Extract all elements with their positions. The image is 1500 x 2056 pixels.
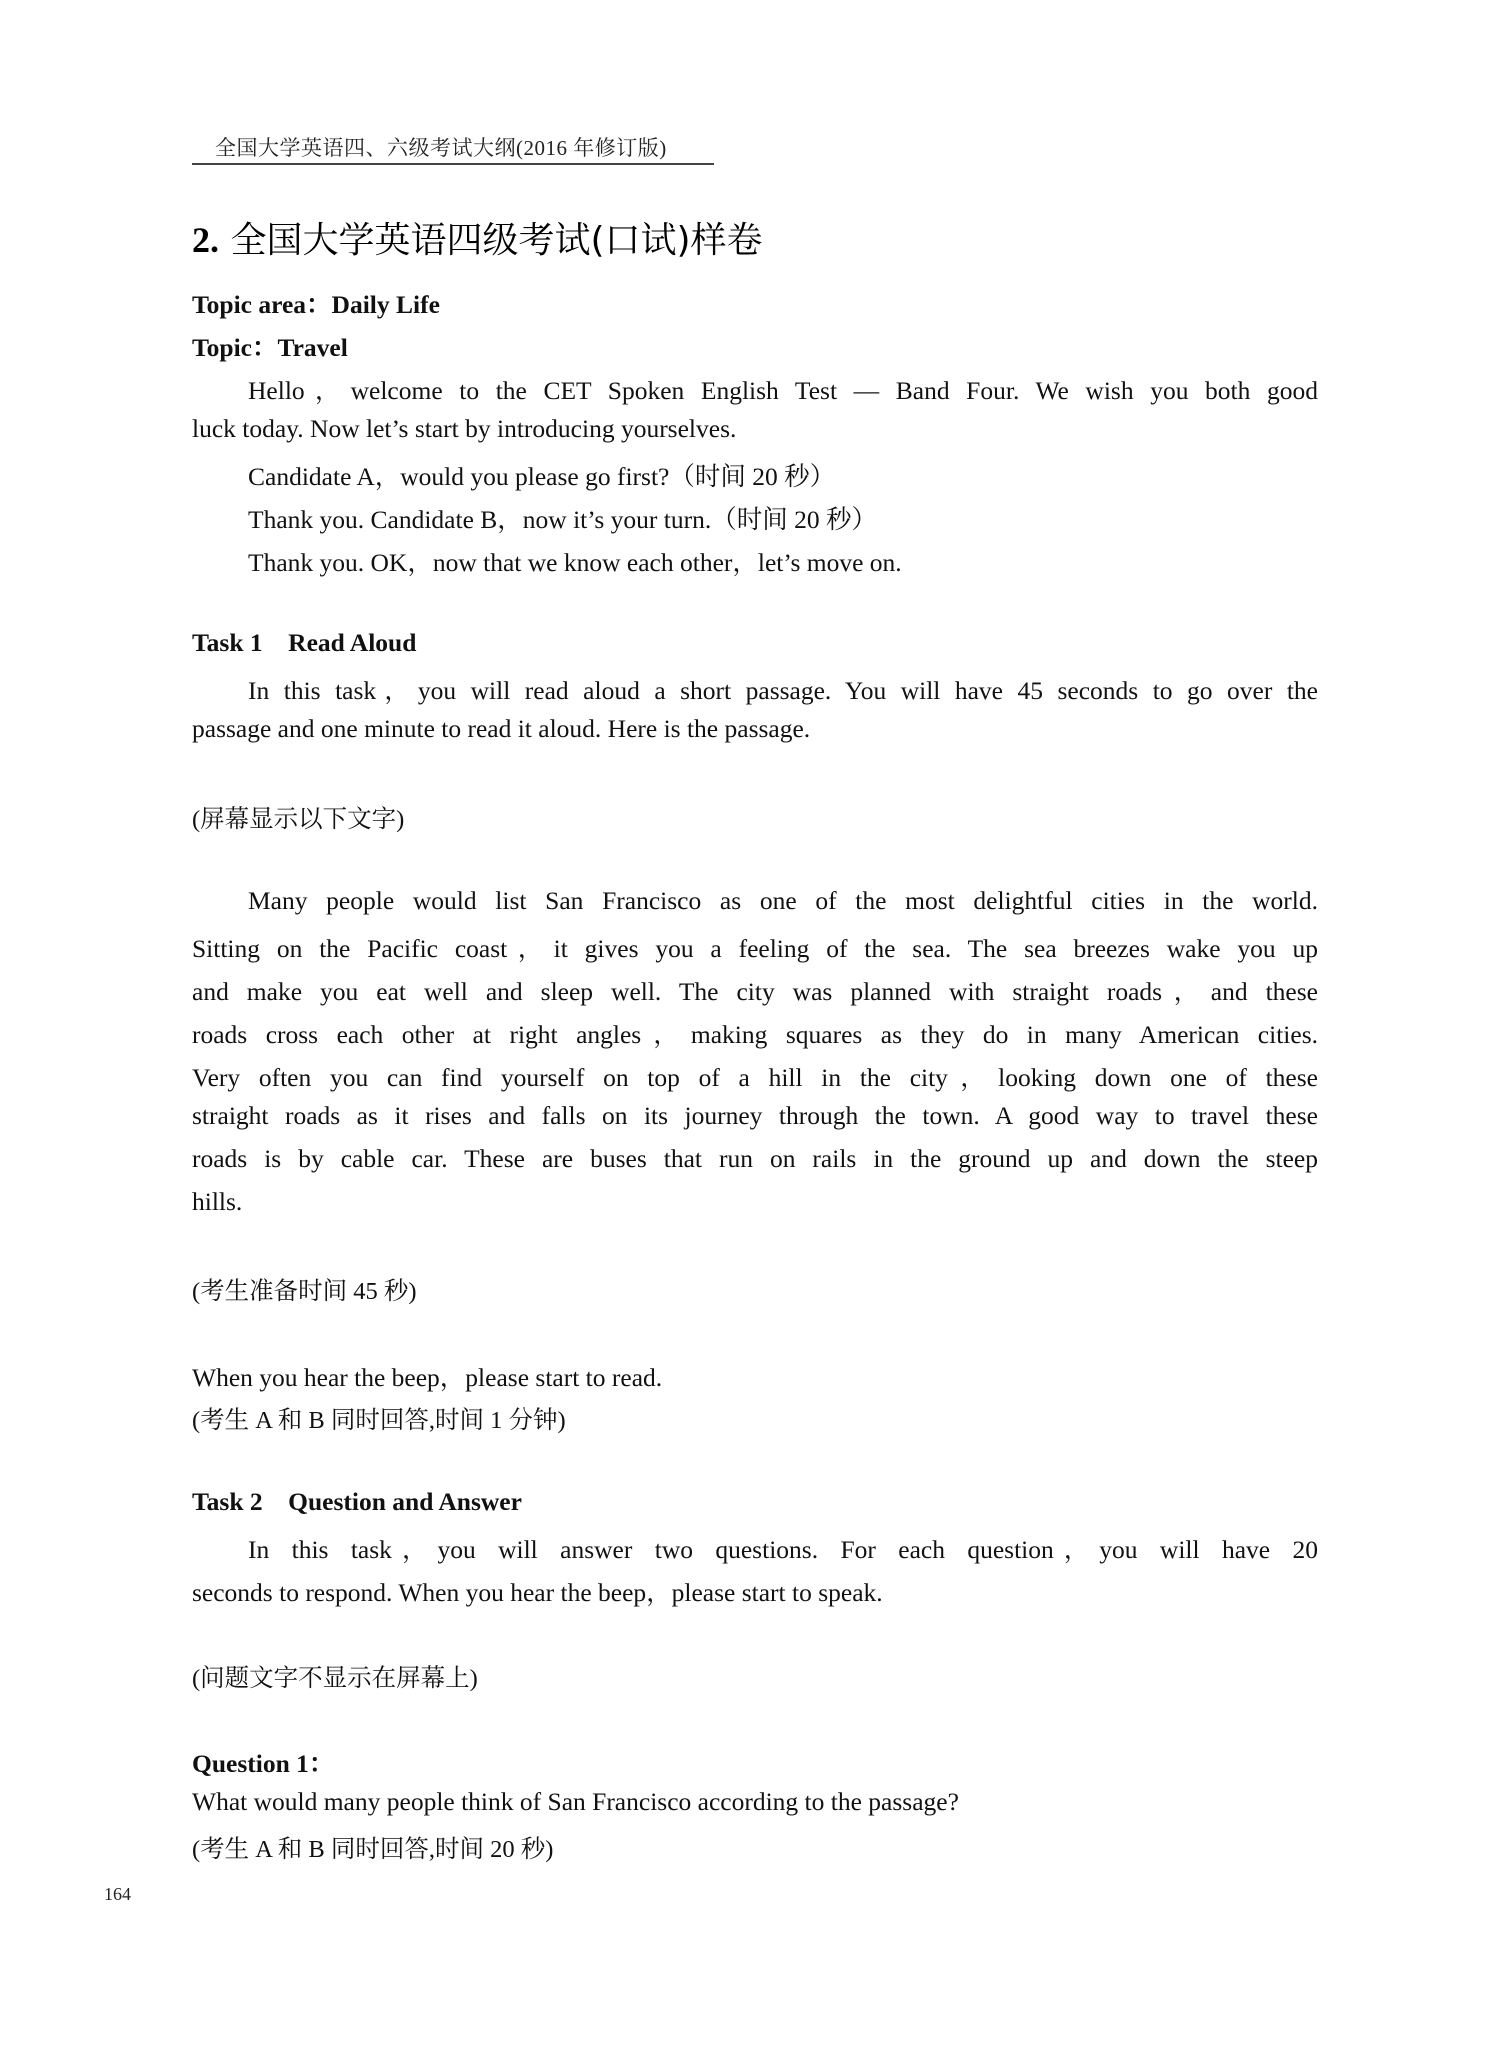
intro-line: Candidate A，would you please go first?（时间 20 秒） (248, 462, 836, 491)
passage-line: roads is by cable car. These are buses that run on rails in the ground up and down the steep (192, 1144, 1318, 1173)
task1-answer-note: (考生 A 和 B 同时回答,时间 1 分钟) (192, 1407, 566, 1434)
passage-line: Many people would list San Francisco as one of the most delightful cities in the world. (248, 886, 1318, 915)
passage-line: hills. (192, 1187, 243, 1216)
question1-note: (考生 A 和 B 同时回答,时间 20 秒) (192, 1836, 554, 1863)
task1-prep-note: (考生准备时间 45 秒) (192, 1278, 417, 1305)
section-title: 全国大学英语四级考试(口试)样卷 (230, 220, 763, 261)
page-title (192, 212, 763, 263)
task1-beep-instruction: When you hear the beep，please start to read. (192, 1363, 663, 1392)
passage-line: straight roads as it rises and falls on its journey through the town. A good way to travel these (192, 1101, 1318, 1130)
task2-instruction: In this task，you will answer two questions. For each question，you will have 20 (248, 1535, 1318, 1564)
task1-heading: Task 1 Read Aloud (192, 628, 417, 657)
task1-screen-note: (屏幕显示以下文字) (192, 806, 405, 833)
section-number: 2. (192, 220, 219, 260)
intro-line: Thank you. OK，now that we know each other，let’s move on. (248, 548, 902, 577)
passage-line: and make you eat well and sleep well. The city was planned with straight roads，and these (192, 977, 1318, 1006)
passage-line: Very often you can find yourself on top of a hill in the city，looking down one of these (192, 1063, 1318, 1092)
running-head: 全国大学英语四、六级考试大纲(2016 年修订版) (215, 136, 667, 160)
question1-text: What would many people think of San Francisco according to the passage? (192, 1787, 959, 1816)
passage-line: Sitting on the Pacific coast，it gives you a feeling of the sea. The sea breezes wake you up (192, 934, 1318, 963)
task2-screen-note: (问题文字不显示在屏幕上) (192, 1665, 478, 1692)
topic-area: Topic area：Daily Life (192, 290, 440, 319)
page-number: 164 (104, 1884, 131, 1904)
intro-line: Hello，welcome to the CET Spoken English Test — Band Four. We wish you both good (248, 376, 1318, 405)
task2-instruction: seconds to respond. When you hear the beep，please start to speak. (192, 1578, 883, 1607)
header-rule (192, 163, 714, 165)
task2-heading: Task 2 Question and Answer (192, 1487, 522, 1516)
topic: Topic：Travel (192, 333, 348, 362)
intro-line: luck today. Now let’s start by introducing yourselves. (192, 414, 737, 443)
task1-instruction: passage and one minute to read it aloud. Here is the passage. (192, 714, 811, 743)
intro-line: Thank you. Candidate B，now it’s your turn.（时间 20 秒） (248, 505, 877, 534)
passage-line: roads cross each other at right angles，making squares as they do in many American cities. (192, 1020, 1318, 1049)
question1-label: Question 1： (192, 1749, 335, 1778)
task1-instruction: In this task，you will read aloud a short passage. You will have 45 seconds to go over the (248, 676, 1318, 705)
